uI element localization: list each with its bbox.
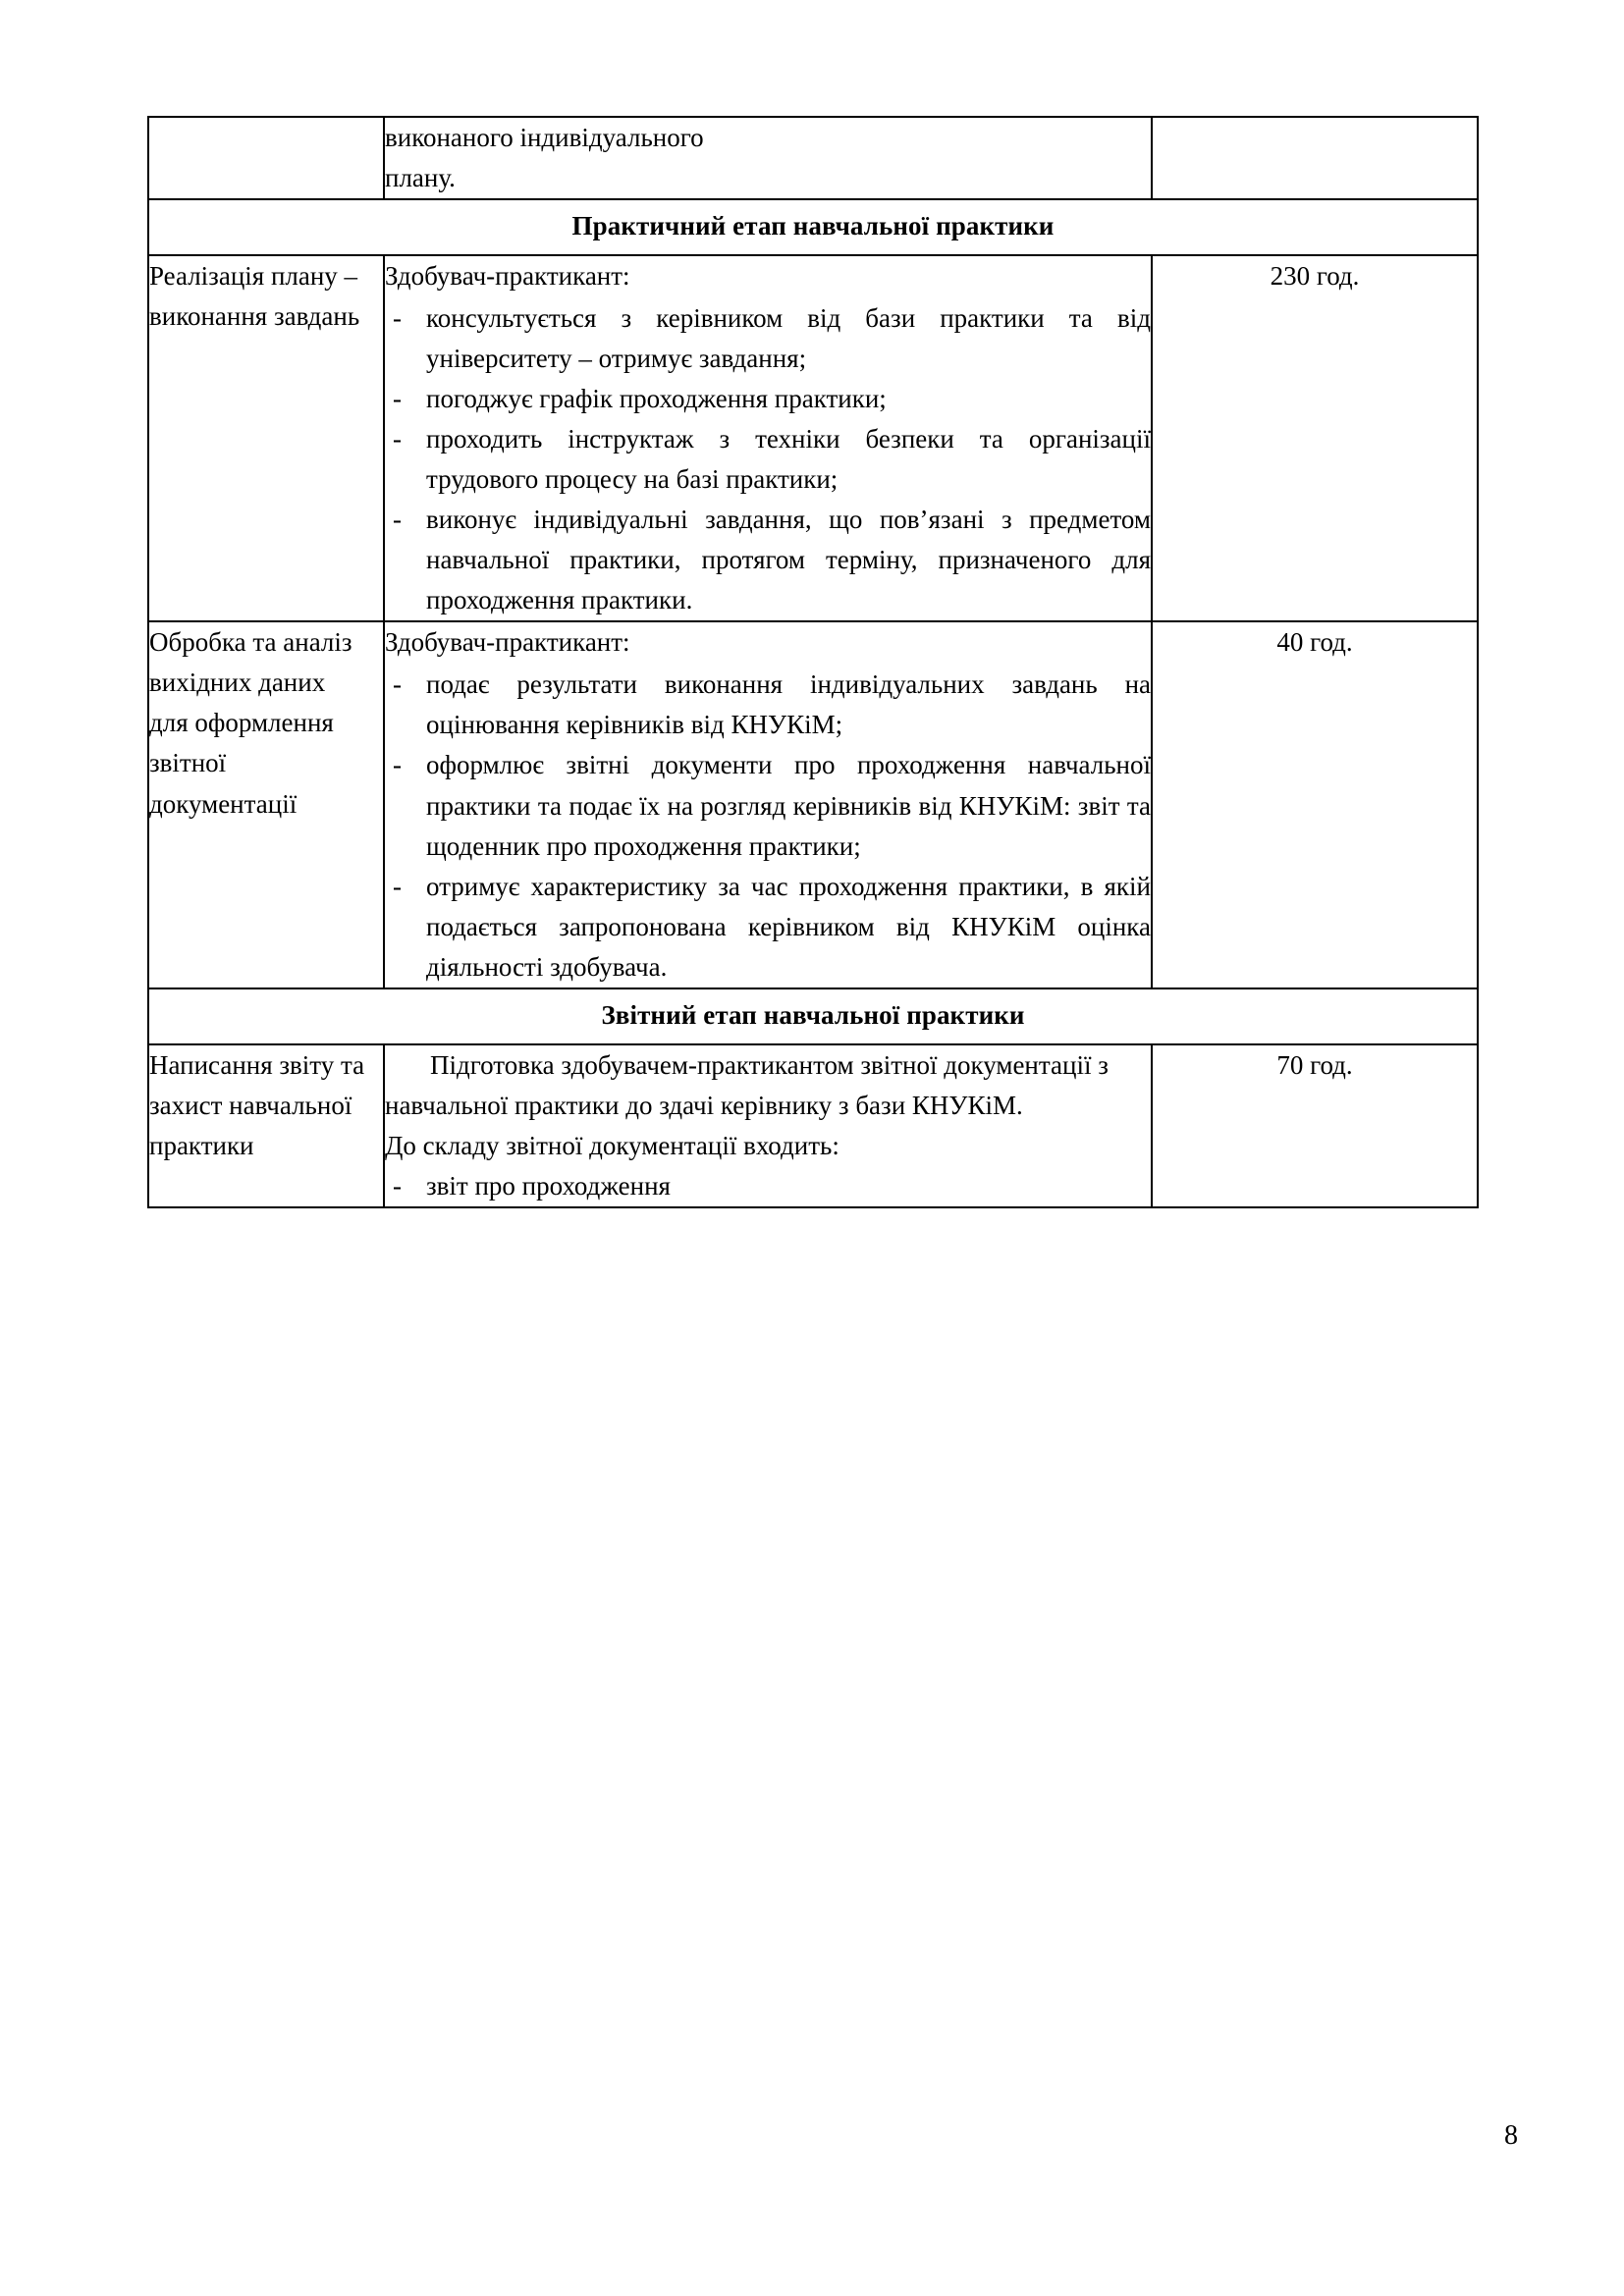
stage-name-cell: [148, 1044, 384, 1207]
stage-name-line: звітної: [149, 748, 227, 778]
section-header-reporting: Звітний етап навчальної практики: [148, 988, 1478, 1044]
description-bullet-list: [385, 1166, 1151, 1206]
table-row: [148, 621, 1478, 988]
table-row: [148, 1044, 1478, 1207]
stage-hours-cell: 70 год.: [1152, 1044, 1478, 1207]
list-item: - проходить інструктаж з техніки безпеки та організації трудового процесу на базі практики;: [385, 419, 1151, 500]
list-item: - оформлює звітні документи про проходження навчальної практики та подає їх на розгляд керівників від КНУКіМ: звіт та щоденник про проходження практики;: [385, 745, 1151, 866]
stage-hours-cell-empty: [1152, 117, 1478, 199]
description-bullet-list: [385, 665, 1151, 987]
page-number: 8: [1504, 2120, 1518, 2151]
stage-name-cell: [148, 621, 384, 988]
description-paragraph: До складу звітної документації входить:: [385, 1130, 839, 1160]
stage-hours-cell: 40 год.: [1152, 621, 1478, 988]
stage-name-line: вихідних даних: [149, 667, 326, 698]
list-item: - виконує індивідуальні завдання, що пов’язані з предметом навчальної практики, протягом терміну, призначеного для проходження практики.: [385, 500, 1151, 620]
table-row: [148, 255, 1478, 621]
stage-name-line: виконання завдань: [149, 301, 360, 332]
stage-description-cell: [384, 255, 1152, 621]
list-item: - подає результати виконання індивідуальних завдань на оцінювання керівників від КНУКіМ;: [385, 665, 1151, 745]
stage-name-line: захист навчальної: [149, 1090, 352, 1120]
section-header-practical: Практичний етап навчальної практики: [148, 199, 1478, 255]
description-bullet-list: [385, 298, 1151, 620]
stage-name-cell: [148, 255, 384, 621]
stage-name-line: Реалізація плану –: [149, 261, 358, 292]
description-line: плану.: [385, 163, 456, 193]
list-item: - консультується з керівником від бази практики та від університету – отримує завдання;: [385, 298, 1151, 379]
stage-name-line: Написання звіту та: [149, 1049, 365, 1080]
description-lead: Здобувач-практикант:: [385, 261, 630, 292]
stage-description-cell: [384, 1044, 1152, 1207]
table-row: [148, 117, 1478, 199]
stage-hours-cell: 230 год.: [1152, 255, 1478, 621]
list-item: - отримує характеристику за час проходження практики, в якій подається запропонована керівником від КНУКіМ оцінка діяльності здобувача.: [385, 867, 1151, 988]
stage-name-cell-empty: [148, 117, 384, 199]
stage-name-line: Обробка та аналіз: [149, 627, 352, 658]
stage-name-line: для оформлення: [149, 708, 334, 738]
stage-name-line: документації: [149, 788, 298, 819]
table-section-row: [148, 988, 1478, 1044]
stage-name-line: практики: [149, 1130, 254, 1160]
list-item: - звіт про проходження: [385, 1166, 1151, 1206]
stage-description-cell: [384, 621, 1152, 988]
practice-stages-table: [147, 116, 1479, 1208]
table-section-row: [148, 199, 1478, 255]
description-lead: Здобувач-практикант:: [385, 627, 630, 658]
description-line: виконаного індивідуального: [385, 123, 704, 152]
description-paragraph: Підготовка здобувачем-практикантом звітної документації з навчальної практики до здачі керівнику з бази КНУКіМ.: [385, 1049, 1109, 1120]
list-item: - погоджує графік проходження практики;: [385, 379, 1151, 419]
stage-description-cell: [384, 117, 1152, 199]
